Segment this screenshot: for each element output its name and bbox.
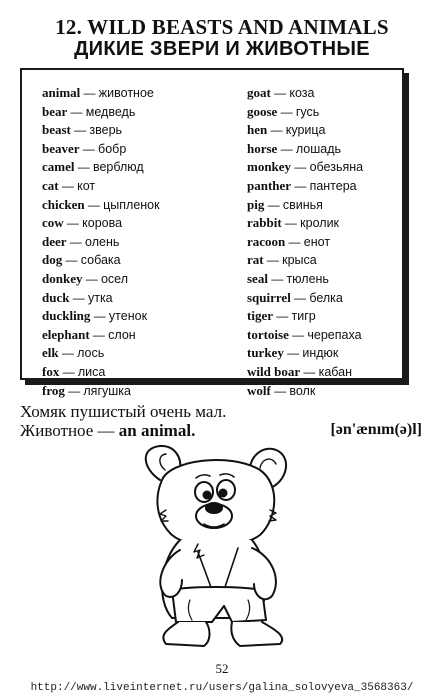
russian-translation: бобр bbox=[98, 141, 127, 156]
dash-separator: — bbox=[93, 309, 106, 324]
vocabulary-entry bbox=[247, 251, 363, 270]
russian-translation: тюлень bbox=[286, 271, 329, 286]
english-word: squirrel bbox=[247, 289, 291, 305]
russian-translation: обезьяна bbox=[309, 160, 364, 175]
english-word: rabbit bbox=[247, 215, 282, 231]
dash-separator: — bbox=[294, 160, 307, 175]
vocabulary-entry bbox=[42, 233, 160, 252]
english-word: turkey bbox=[247, 345, 284, 361]
russian-translation: тигр bbox=[291, 309, 316, 324]
russian-translation: индюк bbox=[302, 346, 339, 361]
english-word: tiger bbox=[247, 308, 273, 324]
english-word: duckling bbox=[42, 308, 91, 324]
english-word: wild boar bbox=[247, 363, 301, 379]
english-word: beast bbox=[42, 122, 71, 138]
vocabulary-entry bbox=[247, 177, 363, 196]
vocabulary-entry bbox=[42, 270, 160, 289]
english-word: tortoise bbox=[247, 326, 289, 342]
english-word: cat bbox=[42, 177, 59, 193]
russian-translation: осел bbox=[100, 271, 129, 286]
dash-separator: — bbox=[280, 104, 293, 119]
vocabulary-entry bbox=[247, 158, 363, 177]
russian-translation: белка bbox=[309, 290, 343, 305]
english-word: donkey bbox=[42, 270, 83, 286]
russian-translation: животное bbox=[98, 86, 154, 100]
russian-translation: корова bbox=[82, 216, 123, 231]
dash-separator: — bbox=[65, 253, 78, 268]
dash-separator: — bbox=[61, 346, 74, 361]
vocabulary-entry bbox=[247, 233, 363, 252]
dash-separator: — bbox=[292, 327, 305, 342]
english-word: monkey bbox=[247, 159, 292, 175]
english-word: camel bbox=[42, 159, 75, 175]
vocabulary-column-left bbox=[42, 84, 160, 400]
russian-translation: коза bbox=[289, 86, 315, 100]
russian-translation: утка bbox=[87, 290, 113, 305]
russian-translation: цыпленок bbox=[103, 197, 160, 212]
dash-separator: — bbox=[92, 327, 105, 342]
page-title-english: 12. WILD BEASTS AND ANIMALS bbox=[55, 15, 389, 39]
english-word: deer bbox=[42, 233, 67, 249]
vocabulary-entry bbox=[42, 196, 160, 215]
dash-separator: — bbox=[267, 197, 280, 212]
phonetic-transcription: [ən'ænım(ə)l] bbox=[330, 421, 422, 438]
vocabulary-entry bbox=[42, 251, 160, 270]
russian-translation: лягушка bbox=[83, 383, 131, 398]
english-word: panther bbox=[247, 177, 292, 193]
english-word: bear bbox=[42, 103, 68, 119]
dash-separator: — bbox=[274, 383, 287, 398]
english-word: cow bbox=[42, 215, 64, 231]
russian-translation: зверь bbox=[89, 123, 123, 138]
vocabulary-entry bbox=[42, 140, 160, 159]
russian-translation: слон bbox=[108, 327, 136, 342]
russian-translation: собака bbox=[80, 253, 121, 268]
russian-translation: утенок bbox=[108, 309, 148, 324]
dash-separator: — bbox=[77, 160, 90, 175]
vocabulary-entry bbox=[247, 344, 363, 363]
russian-translation: крыса bbox=[282, 253, 317, 268]
bear-cub-illustration bbox=[120, 440, 320, 650]
english-word: duck bbox=[42, 289, 70, 305]
russian-translation: гусь bbox=[295, 104, 320, 119]
dash-separator: — bbox=[82, 141, 95, 156]
vocabulary-entry bbox=[42, 382, 160, 401]
vocabulary-entry bbox=[42, 84, 160, 103]
source-url-watermark: http://www.liveinternet.ru/users/galina_solovyeva_3568363/ bbox=[30, 682, 414, 694]
russian-translation: лось bbox=[77, 346, 105, 361]
dash-separator: — bbox=[288, 234, 301, 249]
rhyme bbox=[20, 402, 226, 440]
dash-separator: — bbox=[66, 216, 79, 231]
english-word: goat bbox=[247, 85, 271, 100]
english-word: elk bbox=[42, 345, 59, 361]
vocabulary-entry bbox=[247, 326, 363, 345]
vocabulary-entry bbox=[42, 103, 160, 122]
dash-separator: — bbox=[294, 178, 307, 193]
russian-translation: лиса bbox=[77, 364, 106, 379]
vocabulary-entry bbox=[247, 140, 363, 159]
dash-separator: — bbox=[74, 123, 87, 138]
dash-separator: — bbox=[287, 346, 300, 361]
vocabulary-entry bbox=[247, 289, 363, 308]
english-word: animal bbox=[42, 85, 81, 100]
dash-separator: — bbox=[274, 86, 287, 100]
page-title-russian: ДИКИЕ ЗВЕРИ И ЖИВОТНЫЕ bbox=[74, 38, 370, 60]
vocabulary-entry bbox=[42, 121, 160, 140]
vocabulary-entry bbox=[247, 84, 363, 103]
english-word: pig bbox=[247, 196, 265, 212]
vocabulary-entry bbox=[247, 270, 363, 289]
russian-translation: олень bbox=[85, 234, 120, 249]
dash-separator: — bbox=[83, 86, 96, 100]
dash-separator: — bbox=[303, 364, 316, 379]
vocabulary-entry bbox=[42, 344, 160, 363]
vocabulary-entry bbox=[42, 307, 160, 326]
page-number: 52 bbox=[215, 661, 229, 676]
russian-translation: верблюд bbox=[92, 160, 144, 175]
dash-separator: — bbox=[270, 123, 283, 138]
dash-separator: — bbox=[72, 290, 85, 305]
vocabulary-box bbox=[20, 68, 404, 398]
russian-translation: лошадь bbox=[295, 141, 342, 156]
dash-separator: — bbox=[69, 234, 82, 249]
vocabulary-entry bbox=[247, 196, 363, 215]
russian-translation: свинья bbox=[282, 197, 323, 212]
rhyme-line-2-russian: Животное — bbox=[20, 421, 119, 440]
dash-separator: — bbox=[70, 104, 83, 119]
vocabulary-entry bbox=[42, 214, 160, 233]
dash-separator: — bbox=[85, 271, 98, 286]
vocabulary-entry bbox=[42, 177, 160, 196]
vocabulary-entry bbox=[247, 307, 363, 326]
dash-separator: — bbox=[271, 271, 284, 286]
vocabulary-entry bbox=[247, 363, 363, 382]
english-word: dog bbox=[42, 252, 63, 268]
english-word: chicken bbox=[42, 196, 85, 212]
russian-translation: кабан bbox=[318, 364, 353, 379]
english-word: seal bbox=[247, 270, 268, 286]
dash-separator: — bbox=[294, 290, 307, 305]
vocabulary-column-right bbox=[247, 84, 363, 400]
dash-separator: — bbox=[266, 253, 279, 268]
russian-translation: енот bbox=[303, 234, 331, 249]
vocabulary-entry bbox=[247, 382, 363, 401]
english-word: fox bbox=[42, 363, 60, 379]
vocabulary-entry bbox=[42, 158, 160, 177]
vocabulary-entry bbox=[42, 363, 160, 382]
dash-separator: — bbox=[276, 309, 289, 324]
rhyme-line-2 bbox=[20, 421, 226, 440]
dash-separator: — bbox=[61, 178, 74, 193]
english-word: frog bbox=[42, 382, 65, 398]
english-word: wolf bbox=[247, 382, 271, 398]
vocabulary-entry bbox=[42, 289, 160, 308]
dash-separator: — bbox=[68, 383, 81, 398]
russian-translation: кролик bbox=[300, 216, 340, 231]
english-word: goose bbox=[247, 103, 278, 119]
english-word: racoon bbox=[247, 233, 286, 249]
dash-separator: — bbox=[284, 216, 297, 231]
russian-translation: волк bbox=[289, 383, 316, 398]
vocabulary-entry bbox=[247, 214, 363, 233]
vocabulary-entry bbox=[247, 103, 363, 122]
english-word: horse bbox=[247, 140, 278, 156]
vocabulary-entry bbox=[247, 121, 363, 140]
russian-translation: медведь bbox=[85, 104, 136, 119]
english-word: hen bbox=[247, 122, 268, 138]
vocabulary-entry bbox=[42, 326, 160, 345]
russian-translation: пантера bbox=[309, 178, 357, 193]
russian-translation: кот bbox=[77, 178, 96, 193]
dash-separator: — bbox=[87, 197, 100, 212]
dash-separator: — bbox=[62, 364, 75, 379]
english-word: rat bbox=[247, 252, 264, 268]
russian-translation: курица bbox=[285, 123, 326, 138]
english-word: beaver bbox=[42, 140, 80, 156]
english-word: elephant bbox=[42, 326, 90, 342]
rhyme-line-2-english: an animal. bbox=[118, 421, 196, 440]
russian-translation: черепаха bbox=[307, 327, 362, 342]
rhyme-line-1: Хомяк пушистый очень мал. bbox=[20, 402, 227, 421]
dash-separator: — bbox=[280, 141, 293, 156]
